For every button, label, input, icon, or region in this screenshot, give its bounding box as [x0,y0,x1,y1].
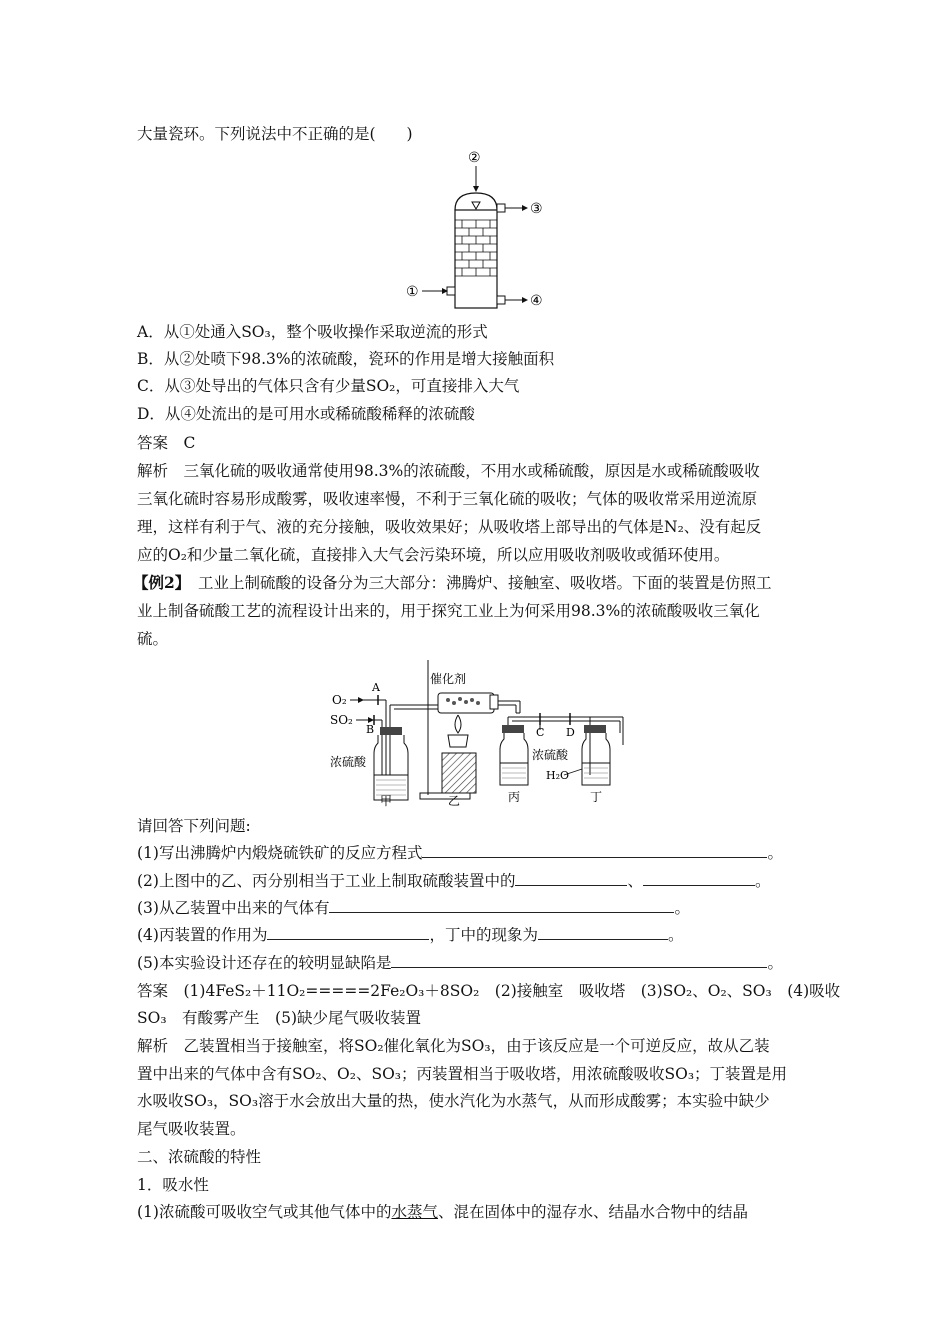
label-ding: 丁 [590,790,603,804]
answer: 答案 C [137,434,196,452]
label-valve-d: D [566,726,575,739]
question-stem: 大量瓷环。下列说法中不正确的是( ) [137,125,413,143]
subquestion-2-text: (2)上图中的乙、丙分别相当于工业上制取硫酸装置中的 [137,872,516,890]
label-bing: 丙 [508,790,521,804]
answer-line: SO₃ 有酸雾产生 (5)缺少尾气吸收装置 [137,1009,421,1027]
label-top: ② [468,150,481,166]
example-stem-line: 业上制备硫酸工艺的流程设计出来的，用于探究工业上为何采用98.3%的浓硫酸吸收三氧化 [137,602,760,620]
section-text-b: 、混在固体中的湿存水、结晶水合物中的结晶 [437,1203,748,1221]
section-text [137,1201,748,1223]
label-jia: 甲 [380,794,393,808]
period: 。 [754,872,771,890]
absorption-tower-diagram [400,148,560,316]
period: 。 [674,899,690,917]
period: 。 [667,926,684,944]
answer-blank[interactable] [422,842,767,858]
underlined-term: 水蒸气 [391,1203,438,1221]
subquestion-3-text: (3)从乙装置中出来的气体有 [137,899,330,917]
answer-line: 答案 (1)4FeS₂＋11O₂=====2Fe₂O₃＋8SO₂ (2)接触室 吸收塔 (3)SO₂、O₂、SO₃ (4)吸收 [137,982,841,1000]
option-a: A．从①处通入SO₃，整个吸收操作采取逆流的形式 [137,323,488,341]
subquestion-4-text: (4)丙装置的作用为 [137,926,268,944]
subquestion-1-text: (1)写出沸腾炉内煅烧硫铁矿的反应方程式 [137,844,423,862]
analysis-line: 尾气吸收装置。 [137,1120,246,1138]
label-so2: SO₂ [330,713,353,727]
option-d: D．从④处流出的是可用水或稀硫酸稀释的浓硫酸 [137,405,475,423]
option-b: B．从②处喷下98.3%的浓硫酸，瓷环的作用是增大接触面积 [137,350,555,368]
example-stem-line: 硫。 [137,630,169,648]
subquestion-5-text: (5)本实验设计还存在的较明显缺陷是 [137,954,392,972]
example-tag: 【例2】 [133,573,183,592]
analysis-line: 三氧化硫时容易形成酸雾，吸收速率慢，不利于三氧化硫的吸收；气体的吸收常采用逆流原 [137,490,758,508]
subquestion-5 [137,952,783,974]
label-conc-acid-bing: 浓硫酸 [532,748,569,762]
label-o2: O₂ [332,693,347,707]
label-right-lower: ④ [530,293,543,309]
answer-blank[interactable] [391,952,767,968]
example-stem-line [133,572,772,594]
section-heading: 二、浓硫酸的特性 [137,1148,262,1166]
apparatus-diagram [328,655,628,810]
subquestion-4-text-b: ，丁中的现象为 [429,926,538,944]
subquestion-2 [137,870,771,892]
section-subheading: 1．吸水性 [137,1176,209,1194]
label-water: H₂O [546,769,570,782]
label-valve-c: C [536,726,545,739]
answer-blank[interactable] [643,870,755,886]
label-catalyst: 催化剂 [430,672,467,686]
answer-blank[interactable] [329,897,674,913]
analysis-line: 理，这样有利于气、液的充分接触，吸收效果好；从吸收塔上部导出的气体是N₂、没有起反 [137,518,762,536]
period: 。 [767,844,783,862]
label-yi: 乙 [448,794,461,808]
analysis-line: 置中出来的气体中含有SO₂、O₂、SO₃；丙装置相当于吸收塔，用浓硫酸吸收SO₃；丁装置是用 [137,1065,788,1083]
label-valve-b: B [366,723,375,736]
analysis-line: 应的O₂和少量二氧化硫，直接排入大气会污染环境，所以应用吸收剂吸收或循环使用。 [137,546,730,564]
answer-blank[interactable] [538,924,668,940]
separator: 、 [627,872,643,890]
analysis-line: 水吸收SO₃，SO₃溶于水会放出大量的热，使水汽化为水蒸气，从而形成酸雾；本实验中缺少 [137,1092,770,1110]
analysis-line: 解析 三氧化硫的吸收通常使用98.3%的浓硫酸，不用水或稀硫酸，原因是水或稀硫酸吸收 [137,462,760,480]
period: 。 [767,954,783,972]
label-right-upper: ③ [530,201,543,217]
subquestion-3 [137,897,690,919]
answer-blank[interactable] [267,924,429,940]
section-text-a: (1)浓硫酸可吸收空气或其他气体中的 [137,1203,392,1221]
label-valve-a: A [372,681,380,694]
option-c: C．从③处导出的气体只含有少量SO₂，可直接排入大气 [137,377,520,395]
subquestion-1 [137,842,783,864]
answer-blank[interactable] [515,870,627,886]
subquestion-4 [137,924,684,946]
question-prompt: 请回答下列问题: [137,817,251,835]
analysis-line: 解析 乙装置相当于接触室，将SO₂催化氧化为SO₃，由于该反应是一个可逆反应，故从乙装 [137,1037,770,1055]
example-stem-text: 工业上制硫酸的设备分为三大部分：沸腾炉、接触室、吸收塔。下面的装置是仿照工 [182,574,772,592]
label-conc-acid-jia: 浓硫酸 [330,755,367,769]
label-left: ① [406,284,419,300]
